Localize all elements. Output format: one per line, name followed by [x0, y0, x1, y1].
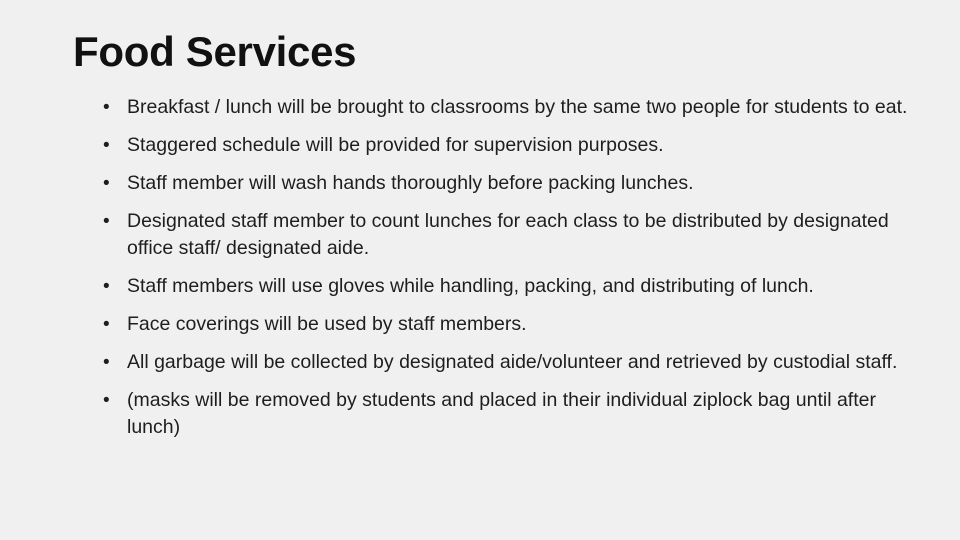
- bullet-item-garbage: [103, 349, 933, 376]
- bullet-text: Staff members will use gloves while handling, packing, and distributing of lunch.: [127, 275, 814, 297]
- bullet-text: Staggered schedule will be provided for supervision purposes.: [127, 134, 664, 156]
- slide-title: Food Services: [73, 28, 357, 75]
- bullet-dot-icon: •: [103, 352, 110, 373]
- bullet-text: All garbage will be collected by designated aide/volunteer and retrieved by custodial staff.: [127, 351, 898, 373]
- bullet-item-gloves: [103, 273, 933, 300]
- bullet-dot-icon: •: [103, 390, 110, 411]
- bullet-text: Breakfast / lunch will be brought to classrooms by the same two people for students to eat.: [127, 96, 908, 118]
- bullet-item-staggered-schedule: [103, 132, 933, 159]
- bullet-dot-icon: •: [103, 211, 110, 232]
- bullet-item-breakfast-lunch: [103, 94, 933, 121]
- bullet-dot-icon: •: [103, 135, 110, 156]
- bullet-dot-icon: •: [103, 314, 110, 335]
- bullet-text: (masks will be removed by students and placed in their individual ziplock bag until after lunch): [127, 389, 876, 438]
- bullet-text: Designated staff member to count lunches for each class to be distributed by designated office staff/ designated aide.: [127, 210, 889, 259]
- bullet-text: Face coverings will be used by staff members.: [127, 313, 527, 335]
- bullet-item-face-coverings: [103, 311, 933, 338]
- bullet-dot-icon: •: [103, 97, 110, 118]
- bullet-text: Staff member will wash hands thoroughly before packing lunches.: [127, 172, 694, 194]
- bullet-item-count-lunches: [103, 208, 933, 262]
- bullet-item-wash-hands: [103, 170, 933, 197]
- bullet-list: [103, 94, 933, 441]
- bullet-dot-icon: •: [103, 276, 110, 297]
- bullet-dot-icon: •: [103, 173, 110, 194]
- bullet-item-masks: [103, 387, 933, 441]
